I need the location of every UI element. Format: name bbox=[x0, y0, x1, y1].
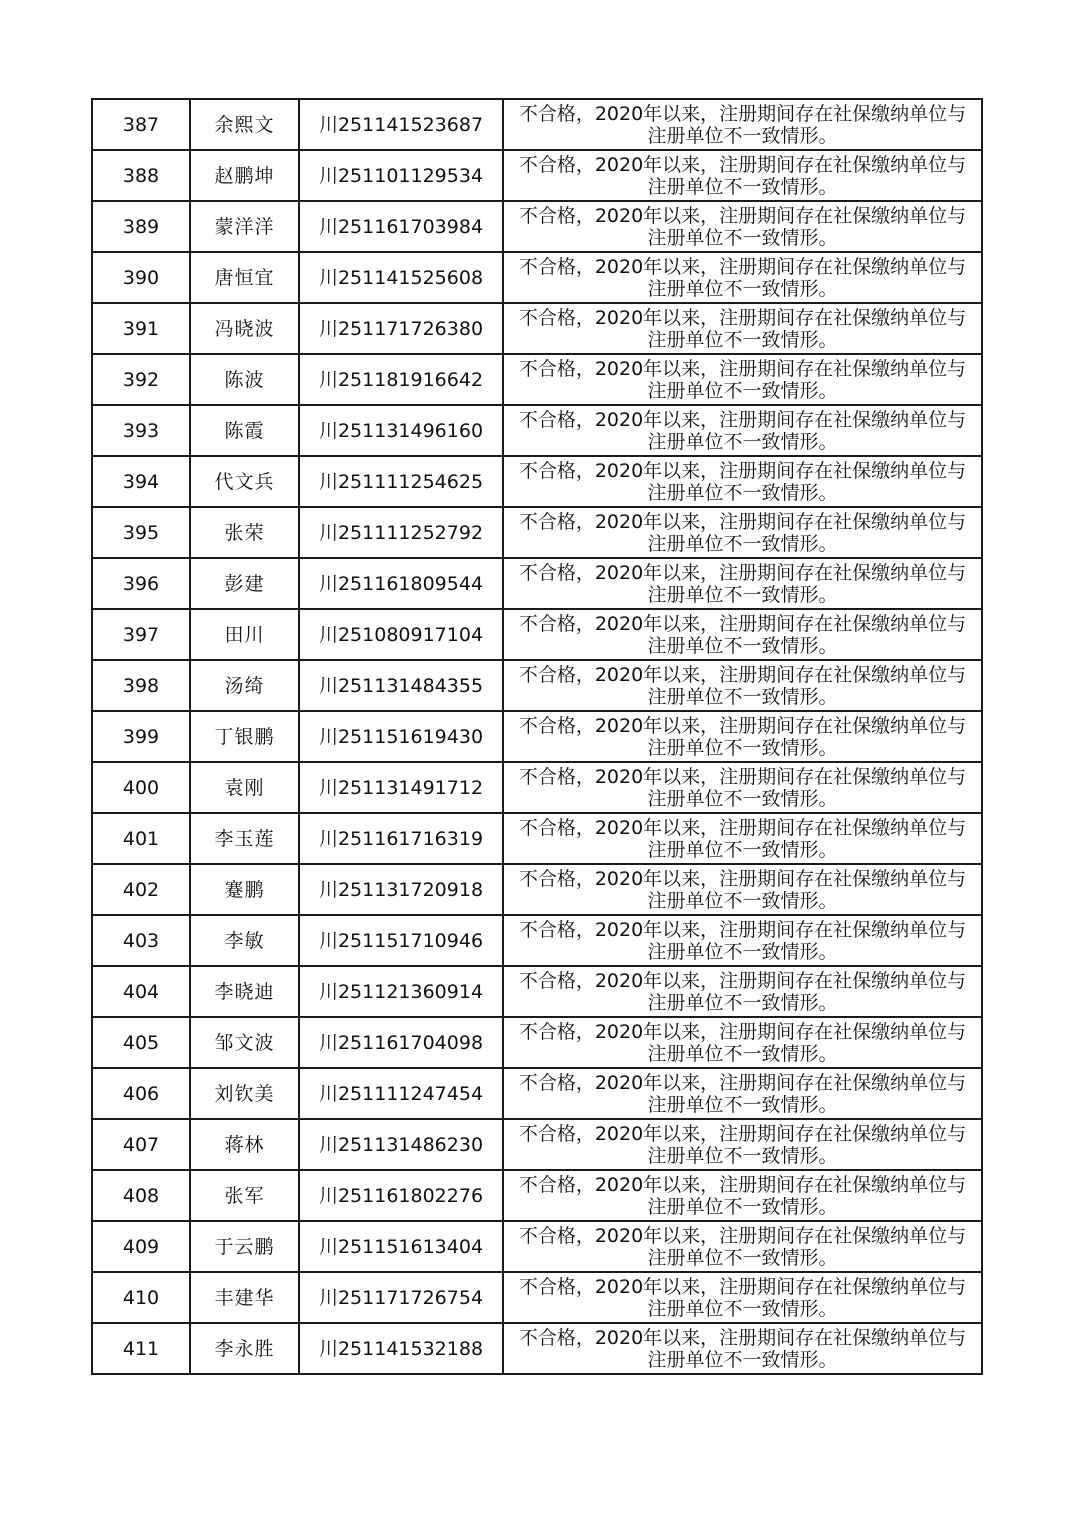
review-result-line: 不合格，2020年以来，注册期间存在社保缴纳单位与 bbox=[518, 969, 967, 992]
row-number: 407 bbox=[92, 1119, 190, 1170]
person-name: 于云鹏 bbox=[190, 1221, 299, 1272]
person-name: 赵鹏坤 bbox=[190, 150, 299, 201]
table-row bbox=[92, 1221, 982, 1272]
table-row bbox=[92, 660, 982, 711]
table-row bbox=[92, 1323, 982, 1374]
table-row bbox=[92, 201, 982, 252]
review-result-line: 不合格，2020年以来，注册期间存在社保缴纳单位与 bbox=[518, 204, 967, 227]
person-name: 田川 bbox=[190, 609, 299, 660]
review-result-line: 不合格，2020年以来，注册期间存在社保缴纳单位与 bbox=[518, 663, 967, 686]
row-number: 405 bbox=[92, 1017, 190, 1068]
registration-number: 川251161809544 bbox=[299, 558, 503, 609]
registration-number: 川251111252792 bbox=[299, 507, 503, 558]
person-name: 张荣 bbox=[190, 507, 299, 558]
review-result-line: 注册单位不一致情形。 bbox=[647, 889, 838, 912]
row-number: 411 bbox=[92, 1323, 190, 1374]
review-result-line: 注册单位不一致情形。 bbox=[647, 838, 838, 861]
review-result bbox=[503, 507, 982, 558]
review-result bbox=[503, 1017, 982, 1068]
review-result-line: 注册单位不一致情形。 bbox=[647, 328, 838, 351]
row-number: 409 bbox=[92, 1221, 190, 1272]
review-result bbox=[503, 1272, 982, 1323]
review-result-line: 不合格，2020年以来，注册期间存在社保缴纳单位与 bbox=[518, 1326, 967, 1349]
review-result-line: 注册单位不一致情形。 bbox=[647, 1144, 838, 1167]
registration-number: 川251101129534 bbox=[299, 150, 503, 201]
person-name: 蒋林 bbox=[190, 1119, 299, 1170]
review-result bbox=[503, 558, 982, 609]
person-name: 陈波 bbox=[190, 354, 299, 405]
review-result-line: 不合格，2020年以来，注册期间存在社保缴纳单位与 bbox=[518, 816, 967, 839]
review-result bbox=[503, 864, 982, 915]
review-result bbox=[503, 915, 982, 966]
person-name: 蹇鹏 bbox=[190, 864, 299, 915]
review-result-line: 不合格，2020年以来，注册期间存在社保缴纳单位与 bbox=[518, 408, 967, 431]
row-number: 410 bbox=[92, 1272, 190, 1323]
review-result-line: 注册单位不一致情形。 bbox=[647, 940, 838, 963]
registration-number: 川251131486230 bbox=[299, 1119, 503, 1170]
review-result bbox=[503, 711, 982, 762]
table-row bbox=[92, 864, 982, 915]
results-table bbox=[91, 98, 983, 1375]
table-row bbox=[92, 1119, 982, 1170]
registration-number: 川251161802276 bbox=[299, 1170, 503, 1221]
review-result bbox=[503, 201, 982, 252]
row-number: 390 bbox=[92, 252, 190, 303]
review-result-line: 注册单位不一致情形。 bbox=[647, 532, 838, 555]
registration-number: 川251161716319 bbox=[299, 813, 503, 864]
review-result-line: 注册单位不一致情形。 bbox=[647, 1042, 838, 1065]
row-number: 394 bbox=[92, 456, 190, 507]
review-result bbox=[503, 354, 982, 405]
row-number: 391 bbox=[92, 303, 190, 354]
registration-number: 川251131496160 bbox=[299, 405, 503, 456]
registration-number: 川251161703984 bbox=[299, 201, 503, 252]
review-result-line: 注册单位不一致情形。 bbox=[647, 1348, 838, 1371]
table-row bbox=[92, 1272, 982, 1323]
row-number: 400 bbox=[92, 762, 190, 813]
review-result-line: 不合格，2020年以来，注册期间存在社保缴纳单位与 bbox=[518, 306, 967, 329]
table-row bbox=[92, 303, 982, 354]
row-number: 401 bbox=[92, 813, 190, 864]
review-result-line: 注册单位不一致情形。 bbox=[647, 277, 838, 300]
table-row bbox=[92, 609, 982, 660]
row-number: 406 bbox=[92, 1068, 190, 1119]
review-result-line: 不合格，2020年以来，注册期间存在社保缴纳单位与 bbox=[518, 612, 967, 635]
document-page bbox=[91, 98, 981, 1375]
registration-number: 川251181916642 bbox=[299, 354, 503, 405]
review-result bbox=[503, 813, 982, 864]
row-number: 396 bbox=[92, 558, 190, 609]
review-result bbox=[503, 1221, 982, 1272]
review-result bbox=[503, 762, 982, 813]
registration-number: 川251171726380 bbox=[299, 303, 503, 354]
review-result bbox=[503, 252, 982, 303]
table-row bbox=[92, 405, 982, 456]
review-result-line: 不合格，2020年以来，注册期间存在社保缴纳单位与 bbox=[518, 1122, 967, 1145]
person-name: 彭建 bbox=[190, 558, 299, 609]
table-row bbox=[92, 711, 982, 762]
registration-number: 川251171726754 bbox=[299, 1272, 503, 1323]
review-result-line: 不合格，2020年以来，注册期间存在社保缴纳单位与 bbox=[518, 1020, 967, 1043]
review-result-line: 不合格，2020年以来，注册期间存在社保缴纳单位与 bbox=[518, 1275, 967, 1298]
review-result-line: 注册单位不一致情形。 bbox=[647, 634, 838, 657]
table-row bbox=[92, 456, 982, 507]
review-result-line: 注册单位不一致情形。 bbox=[647, 481, 838, 504]
registration-number: 川251111254625 bbox=[299, 456, 503, 507]
review-result-line: 注册单位不一致情形。 bbox=[647, 175, 838, 198]
person-name: 冯晓波 bbox=[190, 303, 299, 354]
row-number: 395 bbox=[92, 507, 190, 558]
row-number: 389 bbox=[92, 201, 190, 252]
review-result-line: 注册单位不一致情形。 bbox=[647, 991, 838, 1014]
registration-number: 川251141525608 bbox=[299, 252, 503, 303]
review-result bbox=[503, 660, 982, 711]
registration-number: 川251141523687 bbox=[299, 99, 503, 150]
review-result-line: 注册单位不一致情形。 bbox=[647, 685, 838, 708]
table-row bbox=[92, 813, 982, 864]
review-result-line: 注册单位不一致情形。 bbox=[647, 430, 838, 453]
review-result bbox=[503, 1119, 982, 1170]
review-result-line: 注册单位不一致情形。 bbox=[647, 583, 838, 606]
review-result bbox=[503, 1323, 982, 1374]
review-result bbox=[503, 966, 982, 1017]
table-row bbox=[92, 558, 982, 609]
review-result-line: 不合格，2020年以来，注册期间存在社保缴纳单位与 bbox=[518, 918, 967, 941]
registration-number: 川251151619430 bbox=[299, 711, 503, 762]
review-result-line: 不合格，2020年以来，注册期间存在社保缴纳单位与 bbox=[518, 102, 967, 125]
table-row bbox=[92, 1017, 982, 1068]
review-result bbox=[503, 1068, 982, 1119]
row-number: 402 bbox=[92, 864, 190, 915]
review-result bbox=[503, 609, 982, 660]
review-result-line: 注册单位不一致情形。 bbox=[647, 1093, 838, 1116]
review-result-line: 不合格，2020年以来，注册期间存在社保缴纳单位与 bbox=[518, 1224, 967, 1247]
review-result-line: 注册单位不一致情形。 bbox=[647, 1246, 838, 1269]
review-result bbox=[503, 1170, 982, 1221]
table-row bbox=[92, 354, 982, 405]
registration-number: 川251111247454 bbox=[299, 1068, 503, 1119]
review-result-line: 注册单位不一致情形。 bbox=[647, 226, 838, 249]
review-result-line: 不合格，2020年以来，注册期间存在社保缴纳单位与 bbox=[518, 459, 967, 482]
registration-number: 川251131720918 bbox=[299, 864, 503, 915]
table-row bbox=[92, 762, 982, 813]
review-result-line: 不合格，2020年以来，注册期间存在社保缴纳单位与 bbox=[518, 357, 967, 380]
review-result bbox=[503, 456, 982, 507]
person-name: 袁刚 bbox=[190, 762, 299, 813]
review-result-line: 不合格，2020年以来，注册期间存在社保缴纳单位与 bbox=[518, 1071, 967, 1094]
review-result-line: 注册单位不一致情形。 bbox=[647, 124, 838, 147]
row-number: 388 bbox=[92, 150, 190, 201]
person-name: 丁银鹏 bbox=[190, 711, 299, 762]
row-number: 403 bbox=[92, 915, 190, 966]
review-result-line: 不合格，2020年以来，注册期间存在社保缴纳单位与 bbox=[518, 153, 967, 176]
person-name: 李永胜 bbox=[190, 1323, 299, 1374]
table-row bbox=[92, 507, 982, 558]
person-name: 李敏 bbox=[190, 915, 299, 966]
review-result-line: 注册单位不一致情形。 bbox=[647, 1195, 838, 1218]
registration-number: 川251121360914 bbox=[299, 966, 503, 1017]
review-result bbox=[503, 99, 982, 150]
table-row bbox=[92, 1068, 982, 1119]
registration-number: 川251131491712 bbox=[299, 762, 503, 813]
row-number: 393 bbox=[92, 405, 190, 456]
person-name: 邹文波 bbox=[190, 1017, 299, 1068]
review-result-line: 注册单位不一致情形。 bbox=[647, 1297, 838, 1320]
review-result-line: 不合格，2020年以来，注册期间存在社保缴纳单位与 bbox=[518, 510, 967, 533]
person-name: 李玉莲 bbox=[190, 813, 299, 864]
person-name: 唐恒宜 bbox=[190, 252, 299, 303]
review-result-line: 注册单位不一致情形。 bbox=[647, 736, 838, 759]
registration-number: 川251161704098 bbox=[299, 1017, 503, 1068]
table-row bbox=[92, 252, 982, 303]
row-number: 387 bbox=[92, 99, 190, 150]
results-table-body bbox=[92, 99, 982, 1374]
person-name: 余熙文 bbox=[190, 99, 299, 150]
table-row bbox=[92, 150, 982, 201]
table-row bbox=[92, 915, 982, 966]
review-result-line: 不合格，2020年以来，注册期间存在社保缴纳单位与 bbox=[518, 1173, 967, 1196]
registration-number: 川251141532188 bbox=[299, 1323, 503, 1374]
person-name: 陈霞 bbox=[190, 405, 299, 456]
review-result-line: 不合格，2020年以来，注册期间存在社保缴纳单位与 bbox=[518, 255, 967, 278]
review-result-line: 注册单位不一致情形。 bbox=[647, 379, 838, 402]
table-row bbox=[92, 966, 982, 1017]
row-number: 404 bbox=[92, 966, 190, 1017]
registration-number: 川251131484355 bbox=[299, 660, 503, 711]
person-name: 刘钦美 bbox=[190, 1068, 299, 1119]
review-result bbox=[503, 150, 982, 201]
row-number: 408 bbox=[92, 1170, 190, 1221]
row-number: 399 bbox=[92, 711, 190, 762]
table-row bbox=[92, 99, 982, 150]
person-name: 丰建华 bbox=[190, 1272, 299, 1323]
person-name: 蒙洋洋 bbox=[190, 201, 299, 252]
review-result bbox=[503, 303, 982, 354]
person-name: 汤绮 bbox=[190, 660, 299, 711]
person-name: 张军 bbox=[190, 1170, 299, 1221]
registration-number: 川251151710946 bbox=[299, 915, 503, 966]
review-result-line: 不合格，2020年以来，注册期间存在社保缴纳单位与 bbox=[518, 765, 967, 788]
review-result-line: 不合格，2020年以来，注册期间存在社保缴纳单位与 bbox=[518, 867, 967, 890]
person-name: 李晓迪 bbox=[190, 966, 299, 1017]
row-number: 392 bbox=[92, 354, 190, 405]
review-result-line: 注册单位不一致情形。 bbox=[647, 787, 838, 810]
registration-number: 川251151613404 bbox=[299, 1221, 503, 1272]
review-result-line: 不合格，2020年以来，注册期间存在社保缴纳单位与 bbox=[518, 561, 967, 584]
person-name: 代文兵 bbox=[190, 456, 299, 507]
review-result-line: 不合格，2020年以来，注册期间存在社保缴纳单位与 bbox=[518, 714, 967, 737]
review-result bbox=[503, 405, 982, 456]
row-number: 398 bbox=[92, 660, 190, 711]
row-number: 397 bbox=[92, 609, 190, 660]
registration-number: 川251080917104 bbox=[299, 609, 503, 660]
table-row bbox=[92, 1170, 982, 1221]
